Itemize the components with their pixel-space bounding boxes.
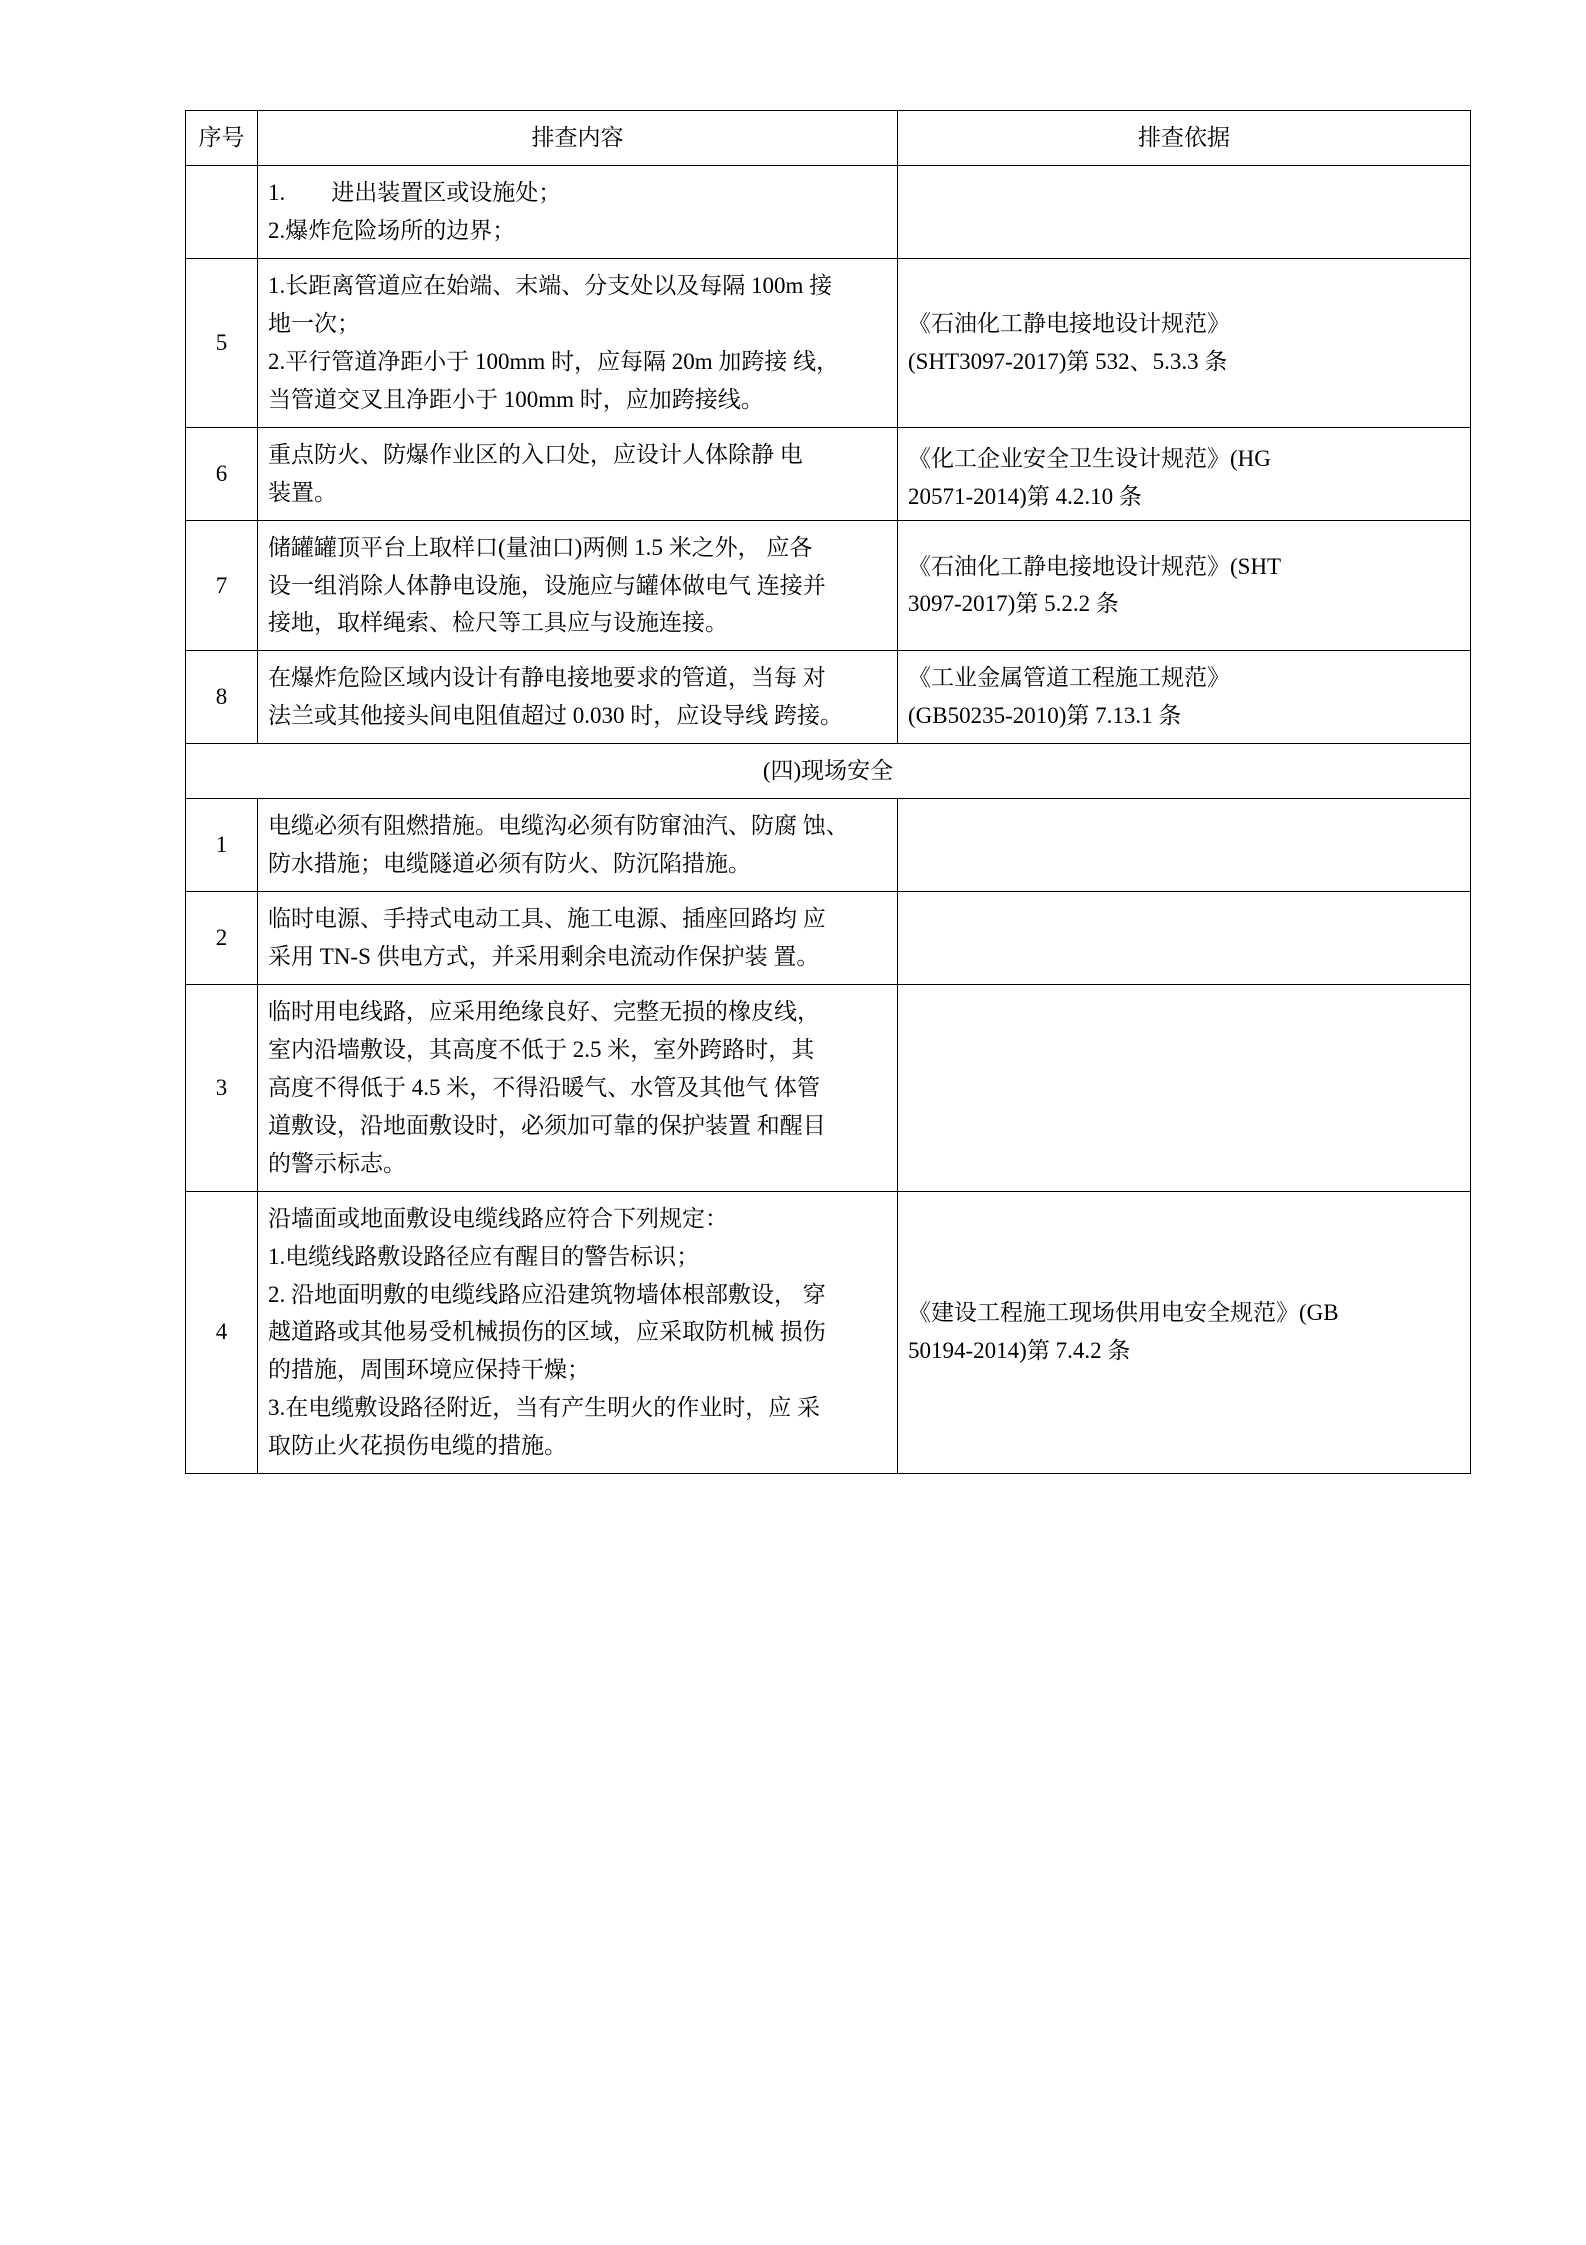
content-line: 3.在电缆敷设路径附近，当有产生明火的作业时，应 采 xyxy=(268,1395,820,1421)
column-header-basis: 排查依据 xyxy=(898,111,1471,166)
content-line: 储罐罐顶平台上取样口(量油口)两侧 1.5 米之外， 应各 xyxy=(268,534,813,560)
content-line: 取防止火花损伤电缆的措施。 xyxy=(268,1433,567,1459)
content-line: 道敷设，沿地面敷设时，必须加可靠的保护装置 和醒目 xyxy=(268,1112,826,1138)
row-basis xyxy=(898,799,1471,892)
basis-line: 《工业金属管道工程施工规范》 xyxy=(908,665,1230,691)
row-number: 3 xyxy=(186,984,258,1191)
basis-line: 3097-2017)第 5.2.2 条 xyxy=(908,591,1119,617)
table-row xyxy=(186,799,1471,892)
row-number: 5 xyxy=(186,258,258,427)
content-line: 沿墙面或地面敷设电缆线路应符合下列规定： xyxy=(268,1205,728,1231)
table-row xyxy=(186,258,1471,427)
content-line: 地一次； xyxy=(268,310,360,336)
content-line: 2.爆炸危险场所的边界； xyxy=(268,217,516,243)
row-number: 6 xyxy=(186,427,258,520)
row-content xyxy=(258,651,898,744)
content-line: 接地，取样绳索、检尺等工具应与设施连接。 xyxy=(268,610,728,636)
content-line: 电缆必须有阻燃措施。电缆沟必须有防窜油汽、防腐 蚀、 xyxy=(268,813,849,839)
table-row xyxy=(186,520,1471,651)
row-basis xyxy=(898,427,1471,520)
table-row xyxy=(186,984,1471,1191)
row-basis xyxy=(898,1191,1471,1474)
column-header-content: 排查内容 xyxy=(258,111,898,166)
row-content xyxy=(258,165,898,258)
row-basis xyxy=(898,892,1471,985)
row-content xyxy=(258,520,898,651)
column-header-num: 序号 xyxy=(186,111,258,166)
row-number: 7 xyxy=(186,520,258,651)
row-content xyxy=(258,984,898,1191)
content-line: 设一组消除人体静电设施，设施应与罐体做电气 连接并 xyxy=(268,572,826,598)
basis-line: 《石油化工静电接地设计规范》(SHT xyxy=(908,553,1282,579)
content-line: 防水措施；电缆隧道必须有防火、防沉陷措施。 xyxy=(268,851,751,877)
basis-line: (SHT3097-2017)第 532、5.3.3 条 xyxy=(908,348,1228,374)
content-line: 室内沿墙敷设，其高度不低于 2.5 米，室外跨路时，其 xyxy=(268,1036,815,1062)
basis-line: 《石油化工静电接地设计规范》 xyxy=(908,310,1230,336)
basis-line: (GB50235-2010)第 7.13.1 条 xyxy=(908,703,1182,729)
content-line: 高度不得低于 4.5 米，不得沿暖气、水管及其他气 体管 xyxy=(268,1074,820,1100)
row-number: 8 xyxy=(186,651,258,744)
table-row xyxy=(186,1191,1471,1474)
row-content xyxy=(258,1191,898,1474)
content-line: 在爆炸危险区域内设计有静电接地要求的管道，当每 对 xyxy=(268,665,826,691)
row-content xyxy=(258,892,898,985)
row-basis xyxy=(898,984,1471,1191)
row-number: 1 xyxy=(186,799,258,892)
inspection-table xyxy=(185,110,1471,1474)
section-title-row xyxy=(186,744,1471,799)
content-line: 采用 TN-S 供电方式，并采用剩余电流动作保护装 置。 xyxy=(268,944,820,969)
row-content xyxy=(258,799,898,892)
row-basis xyxy=(898,520,1471,651)
content-line: 2.平行管道净距小于 100mm 时，应每隔 20m 加跨接 线， xyxy=(268,348,840,374)
content-line: 重点防火、防爆作业区的入口处，应设计人体除静 电 xyxy=(268,441,803,467)
basis-line: 《建设工程施工现场供用电安全规范》(GB xyxy=(908,1300,1339,1326)
content-line: 的措施，周围环境应保持干燥； xyxy=(268,1357,590,1383)
table-row xyxy=(186,165,1471,258)
content-line: 临时用电线路，应采用绝缘良好、完整无损的橡皮线， xyxy=(268,998,820,1024)
row-number xyxy=(186,165,258,258)
row-basis xyxy=(898,651,1471,744)
content-line: 2. 沿地面明敷的电缆线路应沿建筑物墙体根部敷设， 穿 xyxy=(268,1281,826,1307)
content-line: 法兰或其他接头间电阻值超过 0.030 时，应设导线 跨接。 xyxy=(268,703,843,729)
content-line: 1.电缆线路敷设路径应有醒目的警告标识； xyxy=(268,1243,700,1269)
row-number: 4 xyxy=(186,1191,258,1474)
row-content xyxy=(258,427,898,520)
section-title: (四)现场安全 xyxy=(186,744,1471,799)
row-content xyxy=(258,258,898,427)
content-line: 临时电源、手持式电动工具、施工电源、插座回路均 应 xyxy=(268,906,826,932)
table-row xyxy=(186,892,1471,985)
basis-line: 50194-2014)第 7.4.2 条 xyxy=(908,1338,1131,1364)
basis-line: 20571-2014)第 4.2.10 条 xyxy=(908,483,1142,508)
table-row xyxy=(186,427,1471,520)
table-header-row xyxy=(186,111,1471,166)
content-line: 1. 进出装置区或设施处； xyxy=(268,179,562,205)
table-row xyxy=(186,651,1471,744)
basis-line: 《化工企业安全卫生设计规范》(HG xyxy=(908,445,1271,471)
row-basis xyxy=(898,165,1471,258)
content-line: 1.长距离管道应在始端、末端、分支处以及每隔 100m 接 xyxy=(268,272,833,298)
content-line: 当管道交叉且净距小于 100mm 时，应加跨接线。 xyxy=(268,386,764,412)
content-line: 越道路或其他易受机械损伤的区域，应采取防机械 损伤 xyxy=(268,1319,826,1345)
content-line: 装置。 xyxy=(268,479,337,505)
row-number: 2 xyxy=(186,892,258,985)
content-line: 的警示标志。 xyxy=(268,1150,406,1176)
row-basis xyxy=(898,258,1471,427)
